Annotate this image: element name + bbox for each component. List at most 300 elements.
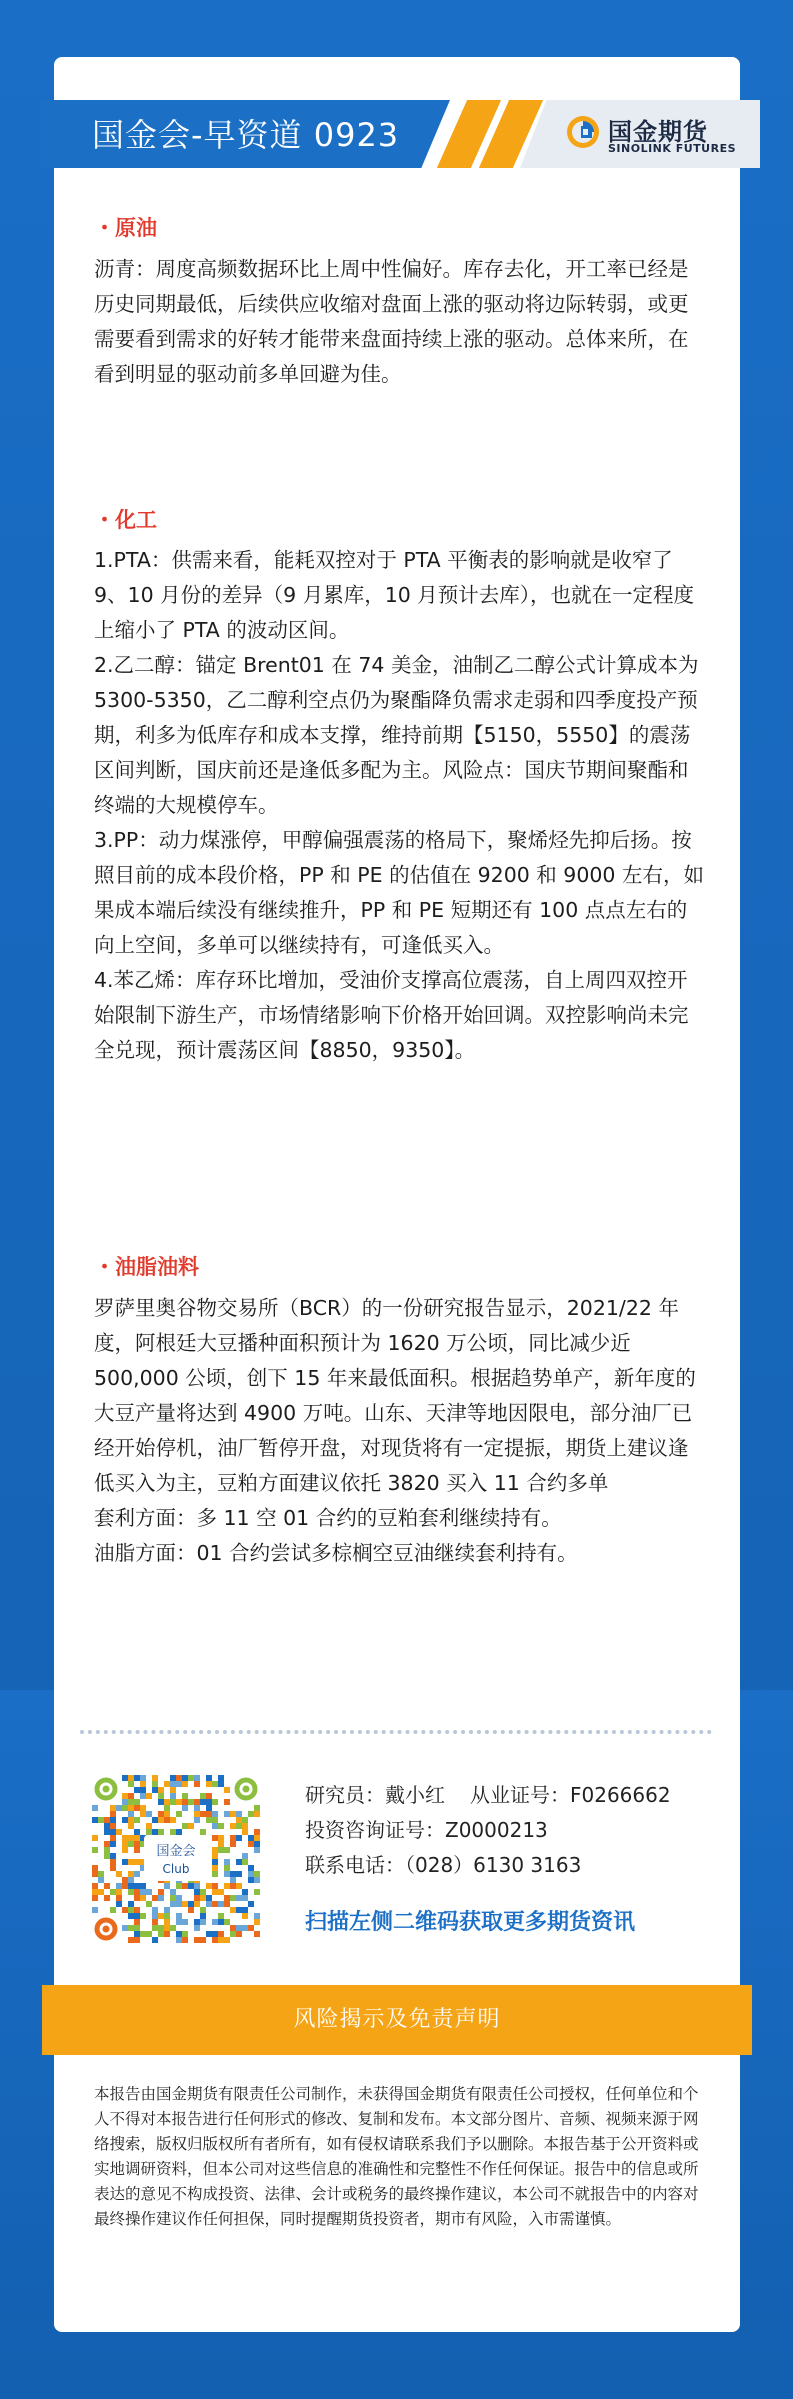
- qr-module: [134, 1805, 140, 1811]
- qr-module: [236, 1823, 242, 1829]
- paragraph: 2.乙二醇：锚定 Brent01 在 74 美金，油制乙二醇公式计算成本为 5300-5350，乙二醇利空点仍为聚酯降负需求走弱和四季度投产预期，利多为低库存和成本支撑，维持前期【5150，5550】的震荡区间判断，国庆前还是逢低多配为主。风险点：国庆节期间聚酯和终端的大规模停车。: [94, 653, 699, 817]
- qr-module: [134, 1787, 140, 1793]
- qr-module: [212, 1823, 218, 1829]
- qr-module: [182, 1937, 188, 1943]
- qr-module: [224, 1883, 230, 1889]
- scan-prompt: 扫描左侧二维码获取更多期货资讯: [305, 1910, 636, 1935]
- qr-module: [92, 1817, 98, 1823]
- qr-module: [200, 1793, 206, 1799]
- qr-module: [122, 1907, 128, 1913]
- qr-module: [194, 1937, 200, 1943]
- qr-module: [176, 1775, 182, 1781]
- qr-module: [182, 1901, 188, 1907]
- section-body-oils-oilseeds: [94, 1291, 706, 1571]
- qr-module: [122, 1817, 128, 1823]
- qr-module: [164, 1799, 170, 1805]
- qr-module: [248, 1841, 254, 1847]
- qr-module: [164, 1811, 170, 1817]
- section-title-crude-oil: ・原油: [94, 216, 157, 240]
- qr-module: [134, 1799, 140, 1805]
- qr-module: [248, 1871, 254, 1877]
- qr-module: [194, 1925, 200, 1931]
- qr-module: [224, 1919, 230, 1925]
- qr-module: [92, 1883, 98, 1889]
- qr-module: [134, 1835, 140, 1841]
- qr-module: [188, 1901, 194, 1907]
- qr-module: [206, 1799, 212, 1805]
- qr-module: [254, 1877, 260, 1883]
- section-title-oils-oilseeds: ・油脂油料: [94, 1255, 199, 1279]
- qr-module: [122, 1859, 128, 1865]
- qr-module: [146, 1823, 152, 1829]
- qr-module: [128, 1859, 134, 1865]
- qr-module: [212, 1781, 218, 1787]
- qr-module: [128, 1889, 134, 1895]
- qr-module: [110, 1853, 116, 1859]
- qr-module: [92, 1907, 98, 1913]
- qr-module: [128, 1907, 134, 1913]
- qr-module: [230, 1841, 236, 1847]
- qr-module: [98, 1877, 104, 1883]
- qr-module: [236, 1859, 242, 1865]
- qr-module: [254, 1889, 260, 1895]
- section-body-chemicals: [94, 543, 706, 1068]
- qr-module: [182, 1919, 188, 1925]
- qr-module: [122, 1835, 128, 1841]
- qr-module: [242, 1889, 248, 1895]
- qr-module: [128, 1937, 134, 1943]
- qr-module: [212, 1859, 218, 1865]
- qr-module: [164, 1883, 170, 1889]
- sinolink-logo-icon: [565, 114, 601, 150]
- qr-module: [146, 1889, 152, 1895]
- qr-module: [170, 1787, 176, 1793]
- qr-module: [134, 1913, 140, 1919]
- qr-module: [176, 1937, 182, 1943]
- qr-module: [92, 1889, 98, 1895]
- qr-module: [134, 1829, 140, 1835]
- qr-module: [212, 1889, 218, 1895]
- qr-module: [248, 1865, 254, 1871]
- qr-module: [242, 1895, 248, 1901]
- qr-module: [122, 1799, 128, 1805]
- qr-module: [248, 1835, 254, 1841]
- qr-module: [158, 1817, 164, 1823]
- qr-module: [164, 1931, 170, 1937]
- qr-module: [170, 1781, 176, 1787]
- qr-module: [140, 1811, 146, 1817]
- qr-module: [104, 1823, 110, 1829]
- qr-module: [140, 1775, 146, 1781]
- qr-module: [224, 1895, 230, 1901]
- qr-module: [230, 1925, 236, 1931]
- qr-module: [170, 1817, 176, 1823]
- qr-module: [194, 1799, 200, 1805]
- qr-module: [236, 1895, 242, 1901]
- qr-module: [254, 1811, 260, 1817]
- paragraph: 1.PTA：供需来看，能耗双控对于 PTA 平衡表的影响就是收窄了 9、10 月份的差异（9 月累库，10 月预计去库），也就在一定程度上缩小了 PTA 的波动区间。: [94, 548, 695, 642]
- qr-module: [230, 1835, 236, 1841]
- qr-module: [206, 1883, 212, 1889]
- qr-module: [122, 1793, 128, 1799]
- qr-module: [230, 1877, 236, 1883]
- qr-module: [158, 1931, 164, 1937]
- qr-module: [242, 1913, 248, 1919]
- qr-module: [224, 1859, 230, 1865]
- qr-module: [176, 1931, 182, 1937]
- qr-module: [164, 1919, 170, 1925]
- qr-module: [194, 1805, 200, 1811]
- qr-module: [212, 1853, 218, 1859]
- qr-module: [182, 1931, 188, 1937]
- qr-module: [194, 1883, 200, 1889]
- qr-module: [122, 1841, 128, 1847]
- qr-module: [206, 1817, 212, 1823]
- paragraph: 沥青：周度高频数据环比上周中性偏好。库存去化，开工率已经是历史同期最低，后续供应收缩对盘面上涨的驱动将边际转弱，或更需要看到需求的好转才能带来盘面持续上涨的驱动。总体来所，在看到明显的驱动前多单回避为佳。: [94, 257, 689, 386]
- qr-module: [218, 1823, 224, 1829]
- qr-module: [212, 1847, 218, 1853]
- qr-module: [128, 1835, 134, 1841]
- qr-module: [110, 1829, 116, 1835]
- qr-module: [134, 1775, 140, 1781]
- disclaimer-text: 本报告由国金期货有限责任公司制作，未获得国金期货有限责任公司授权，任何单位和个人不得对本报告进行任何形式的修改、复制和发布。本文部分图片、音频、视频来源于网络搜索，版权归版权所有者所有，如有侵权请联系我们予以删除。本报告基于公开资料或实地调研资料，但本公司对这些信息的准确性和完整性不作任何保证。报告中的信息或所表达的意见不构成投资、法律、会计或税务的最终操作建议，本公司不就报告中的内容对最终操作建议作任何担保，同时提醒期货投资者，期市有风险，入市需谨慎。: [94, 2085, 699, 2228]
- qr-module: [170, 1793, 176, 1799]
- qr-module: [242, 1817, 248, 1823]
- qr-module: [212, 1865, 218, 1871]
- qr-module: [236, 1835, 242, 1841]
- qr-module: [176, 1919, 182, 1925]
- qr-module: [92, 1871, 98, 1877]
- qr-module: [218, 1889, 224, 1895]
- qr-label: 国金会: [156, 1844, 196, 1859]
- qr-module: [194, 1895, 200, 1901]
- qr-module: [194, 1817, 200, 1823]
- qr-module: [164, 1817, 170, 1823]
- qr-module: [182, 1823, 188, 1829]
- qr-module: [128, 1913, 134, 1919]
- qr-module: [230, 1823, 236, 1829]
- qr-module: [128, 1775, 134, 1781]
- qr-module: [242, 1829, 248, 1835]
- qr-module: [140, 1883, 146, 1889]
- license-number: 从业证号：F0266662: [470, 1783, 671, 1807]
- qr-module: [152, 1919, 158, 1925]
- qr-module: [92, 1847, 98, 1853]
- qr-module: [176, 1781, 182, 1787]
- qr-module: [152, 1787, 158, 1793]
- qr-module: [116, 1889, 122, 1895]
- qr-module: [116, 1871, 122, 1877]
- qr-module: [164, 1805, 170, 1811]
- qr-module: [116, 1829, 122, 1835]
- qr-module: [128, 1901, 134, 1907]
- qr-module: [134, 1841, 140, 1847]
- qr-module: [212, 1817, 218, 1823]
- qr-module: [236, 1871, 242, 1877]
- qr-module: [104, 1895, 110, 1901]
- qr-module: [152, 1895, 158, 1901]
- qr-module: [212, 1931, 218, 1937]
- qr-module: [218, 1781, 224, 1787]
- qr-module: [92, 1805, 98, 1811]
- qr-module: [176, 1811, 182, 1817]
- qr-module: [116, 1883, 122, 1889]
- paragraph: 油脂方面：01 合约尝试多棕榈空豆油继续套利持有。: [94, 1541, 578, 1565]
- qr-module: [116, 1901, 122, 1907]
- qr-module: [122, 1805, 128, 1811]
- qr-module: [92, 1865, 98, 1871]
- qr-module: [218, 1919, 224, 1925]
- page-title: 国金会-早资道 0923: [92, 116, 400, 154]
- qr-module: [176, 1895, 182, 1901]
- qr-module: [158, 1913, 164, 1919]
- paragraph: 套利方面：多 11 空 01 合约的豆粕套利继续持有。: [94, 1506, 562, 1530]
- qr-module: [146, 1811, 152, 1817]
- qr-module: [218, 1937, 224, 1943]
- qr-module: [170, 1901, 176, 1907]
- qr-module: [182, 1775, 188, 1781]
- qr-module: [200, 1937, 206, 1943]
- qr-module: [110, 1817, 116, 1823]
- qr-module: [170, 1925, 176, 1931]
- qr-module: [110, 1835, 116, 1841]
- qr-code-icon[interactable]: [92, 1775, 260, 1943]
- qr-module: [200, 1907, 206, 1913]
- qr-module: [224, 1865, 230, 1871]
- qr-module: [230, 1931, 236, 1937]
- qr-module: [236, 1931, 242, 1937]
- qr-module: [146, 1931, 152, 1937]
- qr-module: [254, 1835, 260, 1841]
- qr-module: [218, 1835, 224, 1841]
- qr-module: [134, 1931, 140, 1937]
- qr-module: [140, 1889, 146, 1895]
- qr-module: [158, 1793, 164, 1799]
- qr-module: [134, 1889, 140, 1895]
- qr-module: [152, 1817, 158, 1823]
- qr-module: [98, 1871, 104, 1877]
- qr-module: [122, 1883, 128, 1889]
- qr-module: [92, 1895, 98, 1901]
- qr-module: [188, 1775, 194, 1781]
- dotted-divider: [80, 1730, 712, 1734]
- qr-module: [182, 1799, 188, 1805]
- qr-module: [128, 1823, 134, 1829]
- qr-module: [248, 1877, 254, 1883]
- qr-module: [224, 1787, 230, 1793]
- qr-module: [236, 1811, 242, 1817]
- qr-module: [134, 1907, 140, 1913]
- qr-module: [122, 1775, 128, 1781]
- qr-module: [230, 1811, 236, 1817]
- qr-module: [254, 1829, 260, 1835]
- qr-module: [236, 1907, 242, 1913]
- qr-module: [110, 1841, 116, 1847]
- qr-module: [128, 1805, 134, 1811]
- qr-module: [218, 1931, 224, 1937]
- qr-module: [176, 1799, 182, 1805]
- qr-module: [194, 1781, 200, 1787]
- qr-module: [206, 1805, 212, 1811]
- qr-module: [146, 1793, 152, 1799]
- qr-module: [206, 1811, 212, 1817]
- qr-module: [170, 1829, 176, 1835]
- qr-module: [92, 1835, 98, 1841]
- qr-module: [230, 1895, 236, 1901]
- qr-module: [134, 1871, 140, 1877]
- qr-module: [176, 1883, 182, 1889]
- qr-module: [164, 1907, 170, 1913]
- qr-module: [206, 1775, 212, 1781]
- paragraph: 3.PP：动力煤涨停，甲醇偏强震荡的格局下，聚烯烃先抑后扬。按照目前的成本段价格，PP 和 PE 的估值在 9200 和 9000 左右，如果成本端后续没有继续推升，PP 和 PE 短期还有 100 点点左右的向上空间，多单可以继续持有，可逢低买入。: [94, 828, 704, 957]
- qr-module: [152, 1925, 158, 1931]
- qr-module: [110, 1907, 116, 1913]
- qr-module: [140, 1913, 146, 1919]
- qr-module: [116, 1895, 122, 1901]
- paragraph: 4.苯乙烯：库存环比增加，受油价支撑高位震荡，自上周四双控开始限制下游生产，市场情绪影响下价格开始回调。双控影响尚未完全兑现，预计震荡区间【8850，9350】。: [94, 968, 689, 1062]
- qr-module: [98, 1817, 104, 1823]
- qr-module: [134, 1847, 140, 1853]
- qr-module: [242, 1853, 248, 1859]
- qr-module: [110, 1865, 116, 1871]
- qr-module: [194, 1901, 200, 1907]
- qr-module: [128, 1811, 134, 1817]
- qr-module: [140, 1793, 146, 1799]
- qr-module: [206, 1793, 212, 1799]
- qr-module: [242, 1859, 248, 1865]
- qr-module: [176, 1829, 182, 1835]
- qr-module: [218, 1841, 224, 1847]
- qr-module: [170, 1889, 176, 1895]
- qr-module: [134, 1925, 140, 1931]
- qr-module: [254, 1847, 260, 1853]
- qr-module: [98, 1889, 104, 1895]
- qr-module: [170, 1775, 176, 1781]
- qr-module: [140, 1787, 146, 1793]
- qr-module: [176, 1901, 182, 1907]
- qr-module: [230, 1871, 236, 1877]
- qr-module: [218, 1901, 224, 1907]
- qr-module: [158, 1895, 164, 1901]
- qr-module: [248, 1811, 254, 1817]
- qr-module: [110, 1823, 116, 1829]
- qr-module: [194, 1889, 200, 1895]
- qr-module: [104, 1853, 110, 1859]
- qr-module: [182, 1781, 188, 1787]
- qr-module: [128, 1925, 134, 1931]
- logo-text-en: SINOLINK FUTURES: [608, 142, 737, 155]
- advisory-license: 投资咨询证号：Z0000213: [305, 1818, 548, 1842]
- qr-module: [254, 1805, 260, 1811]
- contact-phone: 联系电话：（028）6130 3163: [305, 1853, 582, 1877]
- qr-module: [200, 1829, 206, 1835]
- qr-module: [128, 1883, 134, 1889]
- qr-module: [254, 1841, 260, 1847]
- qr-module: [110, 1889, 116, 1895]
- qr-module: [248, 1925, 254, 1931]
- qr-module: [182, 1793, 188, 1799]
- qr-module: [146, 1901, 152, 1907]
- qr-module: [122, 1847, 128, 1853]
- qr-module: [182, 1883, 188, 1889]
- paragraph: 罗萨里奥谷物交易所（BCR）的一份研究报告显示，2021/22 年度，阿根廷大豆播种面积预计为 1620 万公顷，同比减少近 500,000 公顷，创下 15 年来最低面积。根据趋势单产，新年度的大豆产量将达到 4900 万吨。山东、天津等地因限电，部分油厂已经开始停机，油厂暂停开盘，对现货将有一定提振，期货上建议逢低买入为主，豆粕方面建议依托 3820 买入 11 合约多单: [94, 1296, 696, 1495]
- qr-module: [254, 1913, 260, 1919]
- qr-module: [182, 1805, 188, 1811]
- qr-module: [212, 1901, 218, 1907]
- qr-module: [128, 1877, 134, 1883]
- qr-module: [158, 1811, 164, 1817]
- qr-module: [254, 1919, 260, 1925]
- qr-module: [242, 1823, 248, 1829]
- qr-module: [158, 1787, 164, 1793]
- qr-module: [164, 1913, 170, 1919]
- qr-module: [206, 1901, 212, 1907]
- qr-module: [134, 1817, 140, 1823]
- qr-module: [194, 1811, 200, 1817]
- qr-module: [248, 1901, 254, 1907]
- qr-module: [134, 1859, 140, 1865]
- qr-module: [104, 1841, 110, 1847]
- qr-module: [158, 1799, 164, 1805]
- qr-module: [122, 1925, 128, 1931]
- researcher-name: 研究员：戴小红: [305, 1783, 445, 1807]
- qr-module: [146, 1829, 152, 1835]
- qr-module: [176, 1913, 182, 1919]
- qr-module: [140, 1895, 146, 1901]
- qr-module: [104, 1817, 110, 1823]
- qr-module: [104, 1847, 110, 1853]
- qr-module: [134, 1919, 140, 1925]
- qr-module: [122, 1877, 128, 1883]
- qr-module: [134, 1937, 140, 1943]
- qr-module: [188, 1799, 194, 1805]
- qr-module: [152, 1781, 158, 1787]
- qr-module: [194, 1775, 200, 1781]
- qr-module: [158, 1925, 164, 1931]
- qr-module: [152, 1829, 158, 1835]
- qr-module: [224, 1799, 230, 1805]
- qr-module: [212, 1883, 218, 1889]
- qr-module: [206, 1931, 212, 1937]
- qr-module: [116, 1805, 122, 1811]
- qr-module: [236, 1925, 242, 1931]
- qr-module: [200, 1799, 206, 1805]
- qr-module: [140, 1781, 146, 1787]
- qr-module: [200, 1913, 206, 1919]
- qr-module: [224, 1811, 230, 1817]
- qr-module: [212, 1799, 218, 1805]
- qr-module: [158, 1889, 164, 1895]
- qr-module: [128, 1817, 134, 1823]
- qr-module: [134, 1895, 140, 1901]
- qr-module: [128, 1871, 134, 1877]
- qr-module: [200, 1889, 206, 1895]
- qr-module: [188, 1823, 194, 1829]
- qr-module: [152, 1907, 158, 1913]
- qr-module: [152, 1937, 158, 1943]
- qr-module: [164, 1925, 170, 1931]
- qr-module: [152, 1775, 158, 1781]
- section-body-crude-oil: [94, 252, 706, 392]
- qr-module: [206, 1781, 212, 1787]
- qr-module: [242, 1907, 248, 1913]
- disclaimer-title-bar: 风险揭示及免责声明: [42, 1985, 752, 2055]
- qr-module: [110, 1811, 116, 1817]
- qr-module: [128, 1799, 134, 1805]
- qr-module: [140, 1931, 146, 1937]
- qr-module: [254, 1871, 260, 1877]
- qr-module: [140, 1805, 146, 1811]
